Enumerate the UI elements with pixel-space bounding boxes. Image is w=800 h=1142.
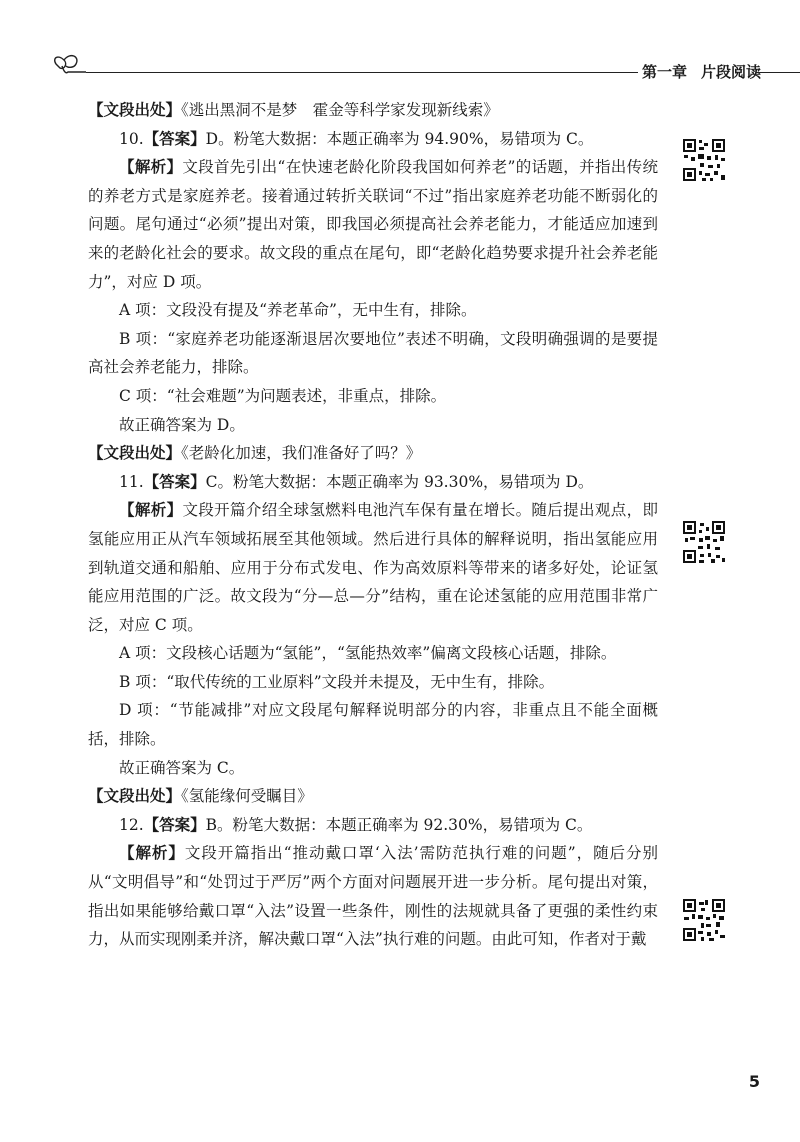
analysis-paragraph: 【解析】文段首先引出“在快速老龄化阶段我国如何养老”的话题，并指出传统的养老方式是家庭养老。接着通过转折关联词“不过”指出家庭养老功能不断弱化的问题。尾句通过“必须”提出对策，即我国必须提高社会养老能力，才能适应加速到来的老龄化社会的要求。故文段的重点在尾句，即“老龄化趋势要求提升社会养老能力”，对应 D 项。 (88, 157, 658, 291)
answer-line: 10.【答案】D。粉笔大数据：本题正确率为 94.90%，易错项为 C。 (119, 128, 594, 148)
option-note: C 项：“社会难题”为问题表述，非重点，排除。 (119, 386, 447, 405)
chapter-label: 第一章 (642, 63, 688, 81)
page-number: 5 (748, 1072, 760, 1091)
option-note: B 项：“取代传统的工业原料”文段并未提及，无中生有，排除。 (119, 672, 555, 691)
qr-code-icon[interactable] (682, 898, 726, 942)
header-rule-left (86, 72, 638, 73)
option-note: A 项：文段核心话题为“氢能”，“氢能热效率”偏离文段核心话题，排除。 (119, 644, 617, 663)
running-header (50, 50, 770, 90)
option-note: D 项：“节能减排”对应文段尾句解释说明部分的内容，非重点且不能全面概括，排除。 (88, 701, 658, 749)
source-line: 【文段出处】《氢能缘何受瞩目》 (88, 786, 313, 806)
answer-line: 12.【答案】B。粉笔大数据：本题正确率为 92.30%，易错项为 C。 (119, 814, 593, 834)
analysis-paragraph: 【解析】文段开篇介绍全球氢燃料电池汽车保有量在增长。随后提出观点，即氢能应用正从汽车领域拓展至其他领域。然后进行具体的解释说明，指出氢能应用到轨道交通和船舶、应用于分布式发电、作为高效原料等带来的诸多好处，论证氢能应用范围的广泛。故文段为“分—总—分”结构，重在论述氢能的应用范围非常广泛，对应 C 项。 (88, 500, 658, 634)
option-note: A 项：文段没有提及“养老革命”，无中生有，排除。 (119, 301, 477, 320)
answer-line: 11.【答案】C。粉笔大数据：本题正确率为 93.30%，易错项为 D。 (119, 471, 594, 491)
conclusion-line: 故正确答案为 C。 (119, 758, 245, 777)
source-line: 【文段出处】《老龄化加速，我们准备好了吗？》 (88, 443, 422, 463)
qr-code-icon[interactable] (682, 138, 726, 182)
analysis-paragraph: 【解析】文段开篇指出“推动戴口罩‘入法’需防范执行难的问题”，随后分别从“文明倡导”和“处罚过于严厉”两个方面对问题展开进一步分析。尾句提出对策，指出如果能够给戴口罩“入法”设置一些条件，刚性的法规就具备了更强的柔性约束力，从而实现刚柔并济，解决戴口罩“入法”执行难的问题。由此可知，作者对于戴 (88, 843, 658, 949)
header-rule-right (756, 72, 800, 73)
page-body (88, 96, 658, 954)
sprout-icon (50, 50, 86, 86)
conclusion-line: 故正确答案为 D。 (119, 415, 245, 434)
qr-code-icon[interactable] (682, 520, 726, 564)
section-label: 片段阅读 (701, 63, 762, 81)
source-line: 【文段出处】《逃出黑洞不是梦 霍金等科学家发现新线索》 (88, 100, 499, 119)
option-note: B 项：“家庭养老功能逐渐退居次要地位”表述不明确，文段明确强调的是要提高社会养老能力，排除。 (88, 329, 658, 377)
